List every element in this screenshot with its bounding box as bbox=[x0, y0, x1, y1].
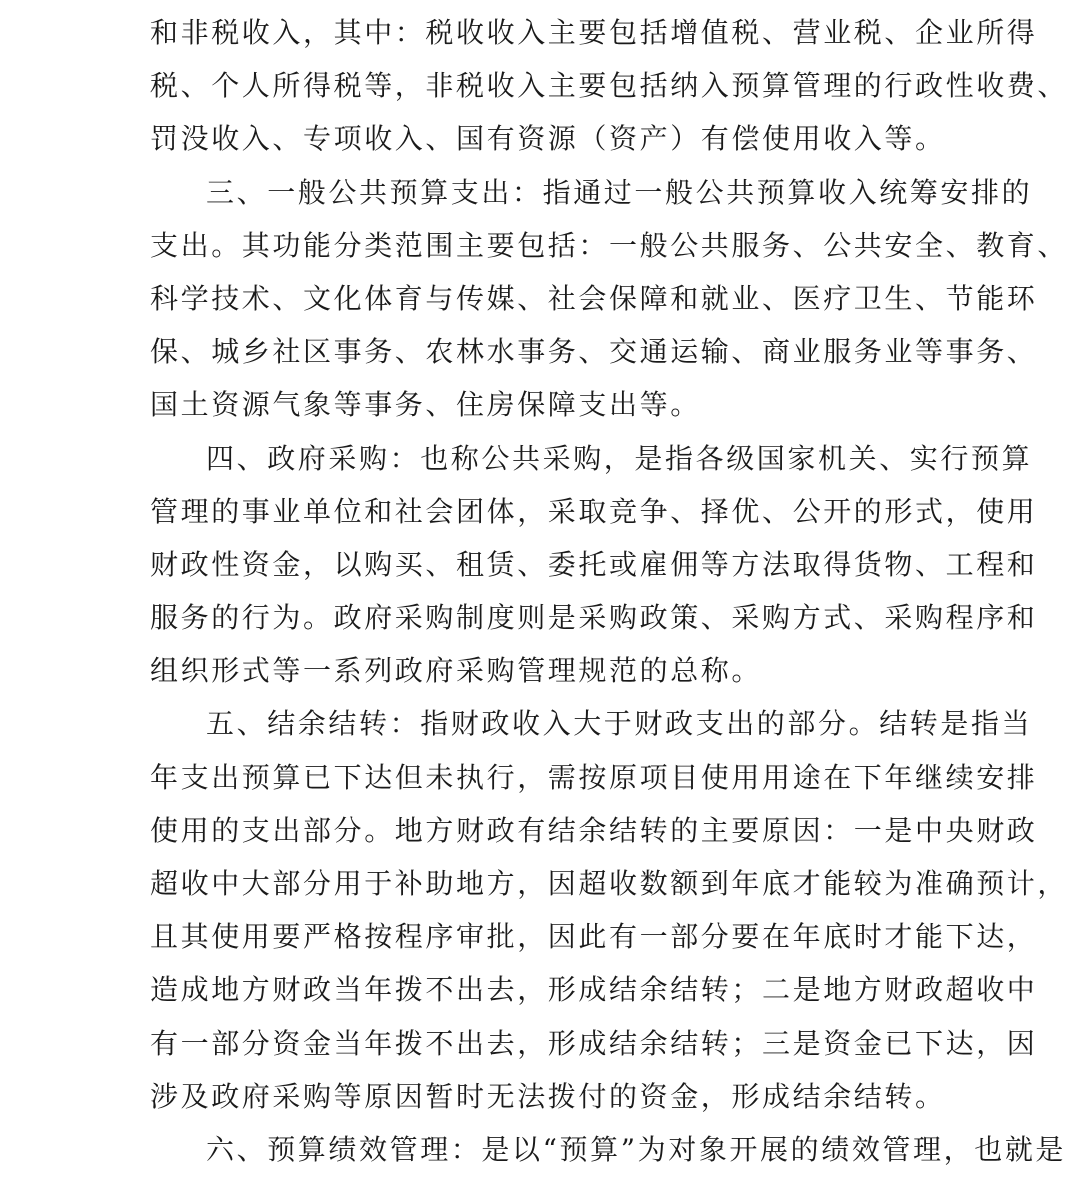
text-line: 保、城乡社区事务、农林水事务、交通运输、商业服务业等事务、 bbox=[150, 335, 1038, 369]
document-page bbox=[150, 6, 1069, 1176]
text-line: 使用的支出部分。地方财政有结余结转的主要原因：一是中央财政 bbox=[150, 813, 1038, 847]
text-line: 有一部分资金当年拨不出去，形成结余结转；三是资金已下达，因 bbox=[150, 1026, 1038, 1060]
text-line: 国土资源气象等事务、住房保障支出等。 bbox=[150, 388, 701, 422]
text-line: 组织形式等一系列政府采购管理规范的总称。 bbox=[150, 654, 763, 688]
text-line: 罚没收入、专项收入、国有资源（资产）有偿使用收入等。 bbox=[150, 122, 946, 156]
text-line: 科学技术、文化体育与传媒、社会保障和就业、医疗卫生、节能环 bbox=[150, 281, 1038, 315]
paragraph-heading-line: 六、预算绩效管理：是以“预算”为对象开展的绩效管理，也就是 bbox=[206, 1132, 1067, 1166]
text-line: 年支出预算已下达但未执行，需按原项目使用用途在下年继续安排 bbox=[150, 760, 1038, 794]
paragraph-heading-line: 三、一般公共预算支出：指通过一般公共预算收入统筹安排的 bbox=[206, 175, 1033, 209]
text-line: 涉及政府采购等原因暂时无法拨付的资金，形成结余结转。 bbox=[150, 1079, 946, 1113]
text-line: 和非税收入，其中：税收收入主要包括增值税、营业税、企业所得 bbox=[150, 16, 1038, 49]
text-line: 且其使用要严格按程序审批，因此有一部分要在年底时才能下达， bbox=[150, 920, 1038, 954]
paragraph-heading-line: 五、结余结转：指财政收入大于财政支出的部分。结转是指当 bbox=[206, 707, 1033, 741]
text-line: 支出。其功能分类范围主要包括：一般公共服务、公共安全、教育、 bbox=[150, 228, 1069, 262]
paragraph-heading-line: 四、政府采购：也称公共采购，是指各级国家机关、实行预算 bbox=[206, 441, 1033, 475]
text-line: 服务的行为。政府采购制度则是采购政策、采购方式、采购程序和 bbox=[150, 601, 1038, 635]
text-line: 管理的事业单位和社会团体，采取竞争、择优、公开的形式，使用 bbox=[150, 494, 1038, 528]
text-line: 税、个人所得税等，非税收入主要包括纳入预算管理的行政性收费、 bbox=[150, 69, 1069, 103]
text-line: 财政性资金，以购买、租赁、委托或雇佣等方法取得货物、工程和 bbox=[150, 547, 1038, 581]
text-line: 超收中大部分用于补助地方，因超收数额到年底才能较为准确预计， bbox=[150, 867, 1069, 900]
text-line: 造成地方财政当年拨不出去，形成结余结转；二是地方财政超收中 bbox=[150, 973, 1038, 1007]
